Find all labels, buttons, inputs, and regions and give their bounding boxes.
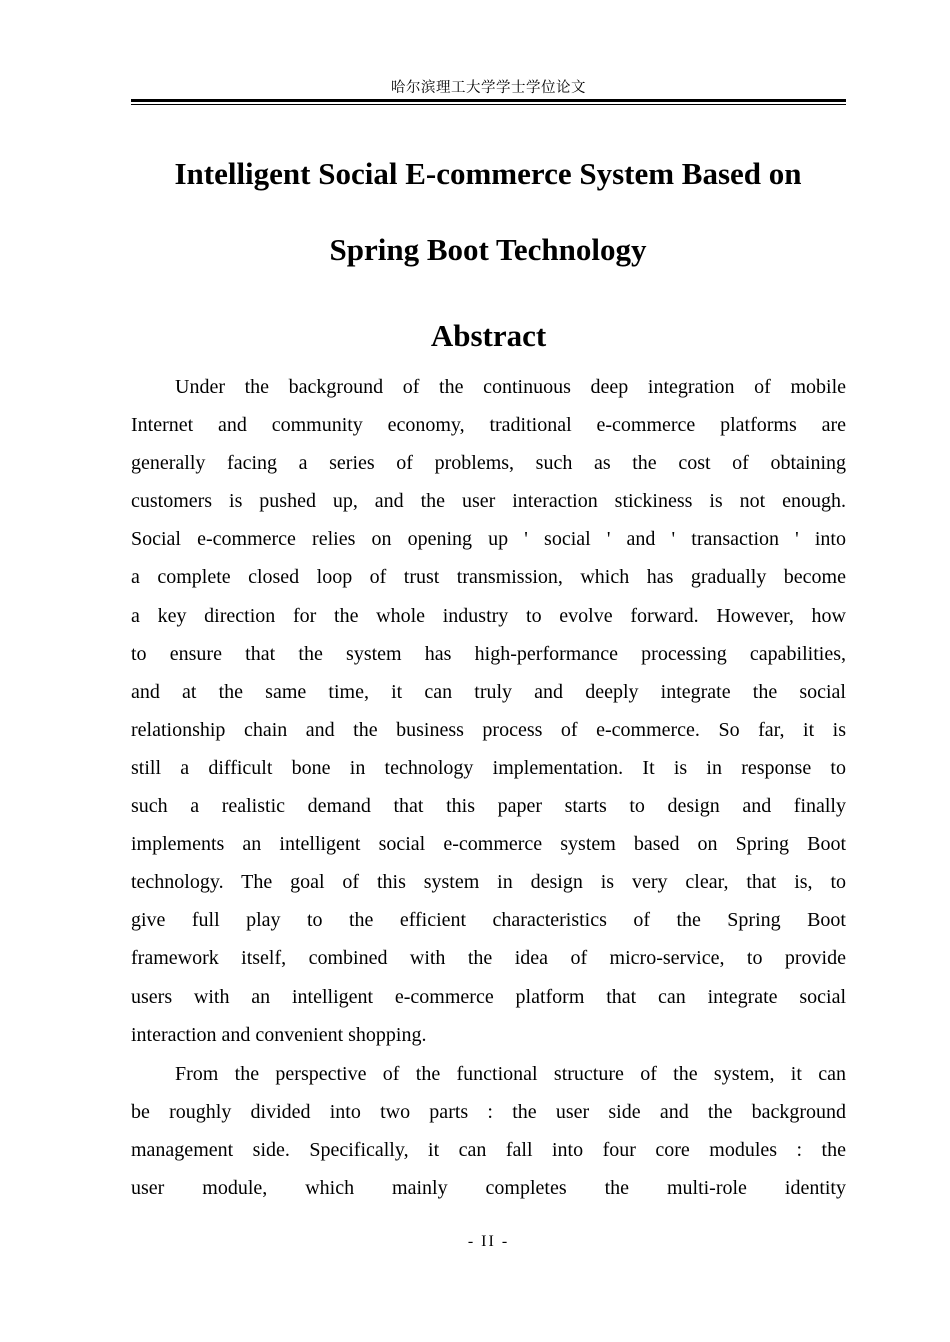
page-number: - II - bbox=[467, 1233, 510, 1250]
text-line: user module, which mainly completes the multi-role identity bbox=[131, 1177, 846, 1200]
text-line: Under the background of the continuous deep integration of mobile bbox=[175, 376, 846, 398]
text-line: users with an intelligent e-commerce platform that can integrate social bbox=[131, 985, 846, 1008]
text-line: a complete closed loop of trust transmission, which has gradually become bbox=[131, 566, 846, 589]
text-line: From the perspective of the functional structure of the system, it can bbox=[175, 1063, 846, 1085]
text-line: interaction and convenient shopping. bbox=[131, 1023, 427, 1046]
text-line: Internet and community economy, traditional e-commerce platforms are bbox=[131, 414, 846, 437]
text-line: such a realistic demand that this paper starts to design and finally bbox=[131, 795, 846, 818]
text-line: to ensure that the system has high-performance processing capabilities, bbox=[131, 642, 846, 665]
text-line: framework itself, combined with the idea of micro-service, to provide bbox=[131, 947, 846, 970]
text-line: be roughly divided into two parts : the user side and the background bbox=[131, 1101, 846, 1124]
abstract-heading: Abstract bbox=[430, 318, 547, 353]
header-double-rule bbox=[131, 99, 846, 105]
text-line: still a difficult bone in technology implementation. It is in response to bbox=[131, 756, 846, 779]
text-line: generally facing a series of problems, such as the cost of obtaining bbox=[131, 452, 846, 475]
paper-title-line-2: Spring Boot Technology bbox=[329, 232, 647, 267]
text-line: Social e-commerce relies on opening up ' social ' and ' transaction ' into bbox=[131, 528, 846, 551]
text-line: customers is pushed up, and the user interaction stickiness is not enough. bbox=[131, 490, 846, 513]
text-line: management side. Specifically, it can fall into four core modules : the bbox=[131, 1139, 846, 1162]
running-header: 哈尔滨理工大学学士学位论文 bbox=[391, 80, 586, 96]
text-line: a key direction for the whole industry to evolve forward. However, how bbox=[131, 604, 846, 627]
text-line: relationship chain and the business process of e-commerce. So far, it is bbox=[131, 718, 846, 741]
text-line: and at the same time, it can truly and deeply integrate the social bbox=[131, 680, 846, 703]
text-line: technology. The goal of this system in design is very clear, that is, to bbox=[131, 871, 846, 894]
header-rule-thick bbox=[131, 99, 846, 102]
paper-title-line-1: Intelligent Social E-commerce System Based on bbox=[174, 156, 802, 191]
text-line: implements an intelligent social e-commerce system based on Spring Boot bbox=[131, 833, 846, 856]
header-rule-thin bbox=[131, 104, 846, 105]
text-line: give full play to the efficient characteristics of the Spring Boot bbox=[131, 909, 846, 932]
abstract-paragraph-1 bbox=[131, 368, 846, 1054]
abstract-paragraph-2 bbox=[131, 1055, 846, 1207]
